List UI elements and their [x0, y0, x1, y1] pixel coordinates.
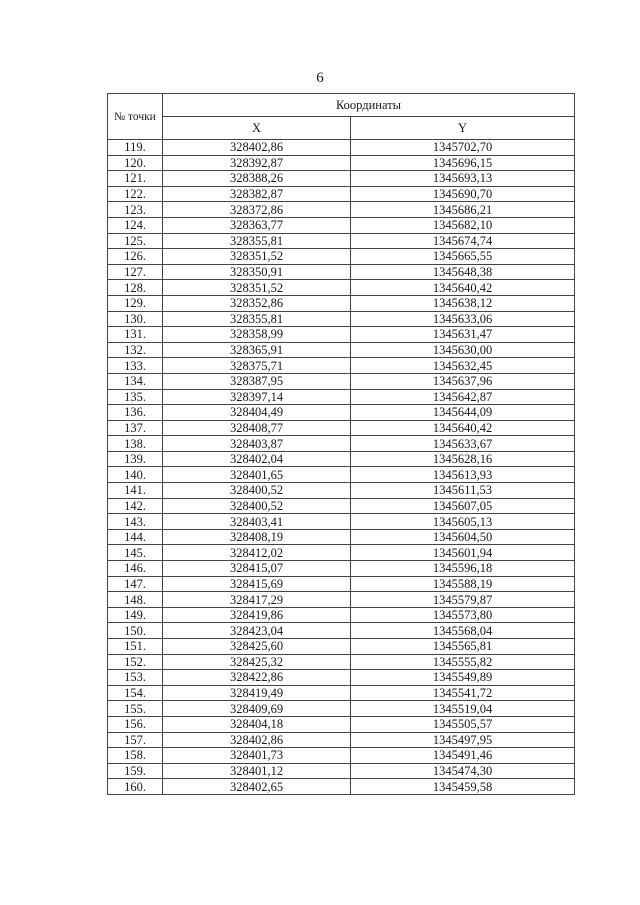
cell-x: 328401,65 — [163, 467, 351, 483]
cell-y: 1345640,42 — [351, 420, 575, 436]
cell-y: 1345573,80 — [351, 607, 575, 623]
cell-y: 1345497,95 — [351, 732, 575, 748]
cell-x: 328419,49 — [163, 685, 351, 701]
cell-point-number: 142. — [108, 498, 163, 514]
cell-y: 1345611,53 — [351, 483, 575, 499]
cell-x: 328423,04 — [163, 623, 351, 639]
cell-point-number: 160. — [108, 779, 163, 795]
cell-x: 328352,86 — [163, 295, 351, 311]
cell-y: 1345633,06 — [351, 311, 575, 327]
cell-point-number: 131. — [108, 327, 163, 343]
cell-point-number: 146. — [108, 561, 163, 577]
table-row — [108, 202, 575, 218]
cell-x: 328358,99 — [163, 327, 351, 343]
table-row — [108, 483, 575, 499]
cell-y: 1345631,47 — [351, 327, 575, 343]
cell-point-number: 136. — [108, 405, 163, 421]
table-row — [108, 358, 575, 374]
table-row — [108, 623, 575, 639]
cell-y: 1345690,70 — [351, 186, 575, 202]
table-row — [108, 140, 575, 156]
cell-x: 328401,12 — [163, 763, 351, 779]
cell-point-number: 122. — [108, 186, 163, 202]
cell-x: 328419,86 — [163, 607, 351, 623]
cell-point-number: 144. — [108, 529, 163, 545]
table-row — [108, 732, 575, 748]
table-row — [108, 233, 575, 249]
cell-point-number: 140. — [108, 467, 163, 483]
cell-y: 1345491,46 — [351, 748, 575, 764]
cell-y: 1345640,42 — [351, 280, 575, 296]
cell-point-number: 155. — [108, 701, 163, 717]
cell-point-number: 138. — [108, 436, 163, 452]
cell-y: 1345505,57 — [351, 716, 575, 732]
table-body — [108, 140, 575, 795]
cell-point-number: 157. — [108, 732, 163, 748]
cell-point-number: 143. — [108, 514, 163, 530]
cell-x: 328422,86 — [163, 670, 351, 686]
table-row — [108, 545, 575, 561]
cell-x: 328401,73 — [163, 748, 351, 764]
cell-y: 1345555,82 — [351, 654, 575, 670]
table-row — [108, 748, 575, 764]
cell-y: 1345459,58 — [351, 779, 575, 795]
cell-point-number: 156. — [108, 716, 163, 732]
cell-y: 1345588,19 — [351, 576, 575, 592]
cell-point-number: 121. — [108, 171, 163, 187]
coordinates-table — [107, 93, 575, 795]
table-row — [108, 155, 575, 171]
table-row — [108, 529, 575, 545]
table-row — [108, 186, 575, 202]
cell-x: 328387,95 — [163, 373, 351, 389]
cell-x: 328403,41 — [163, 514, 351, 530]
table-row — [108, 576, 575, 592]
cell-point-number: 148. — [108, 592, 163, 608]
table-row — [108, 171, 575, 187]
table-row — [108, 342, 575, 358]
table-row — [108, 779, 575, 795]
cell-x: 328351,52 — [163, 249, 351, 265]
cell-x: 328404,18 — [163, 716, 351, 732]
cell-y: 1345630,00 — [351, 342, 575, 358]
cell-x: 328403,87 — [163, 436, 351, 452]
cell-point-number: 128. — [108, 280, 163, 296]
cell-point-number: 154. — [108, 685, 163, 701]
cell-x: 328351,52 — [163, 280, 351, 296]
cell-x: 328400,52 — [163, 498, 351, 514]
table-row — [108, 639, 575, 655]
cell-y: 1345644,09 — [351, 405, 575, 421]
cell-point-number: 152. — [108, 654, 163, 670]
table-row — [108, 264, 575, 280]
cell-y: 1345702,70 — [351, 140, 575, 156]
cell-y: 1345607,05 — [351, 498, 575, 514]
table-row — [108, 498, 575, 514]
cell-x: 328375,71 — [163, 358, 351, 374]
cell-y: 1345579,87 — [351, 592, 575, 608]
table-row — [108, 327, 575, 343]
table-row — [108, 716, 575, 732]
cell-y: 1345637,96 — [351, 373, 575, 389]
cell-point-number: 151. — [108, 639, 163, 655]
cell-point-number: 126. — [108, 249, 163, 265]
cell-point-number: 130. — [108, 311, 163, 327]
cell-y: 1345549,89 — [351, 670, 575, 686]
cell-y: 1345605,13 — [351, 514, 575, 530]
cell-x: 328355,81 — [163, 233, 351, 249]
cell-y: 1345604,50 — [351, 529, 575, 545]
table-row — [108, 670, 575, 686]
cell-point-number: 132. — [108, 342, 163, 358]
cell-x: 328392,87 — [163, 155, 351, 171]
table-row — [108, 685, 575, 701]
cell-point-number: 139. — [108, 451, 163, 467]
table-row — [108, 249, 575, 265]
cell-point-number: 149. — [108, 607, 163, 623]
cell-point-number: 135. — [108, 389, 163, 405]
cell-y: 1345638,12 — [351, 295, 575, 311]
table-row — [108, 561, 575, 577]
cell-point-number: 158. — [108, 748, 163, 764]
header-coordinates: Координаты — [163, 94, 575, 117]
cell-y: 1345642,87 — [351, 389, 575, 405]
cell-y: 1345686,21 — [351, 202, 575, 218]
cell-point-number: 153. — [108, 670, 163, 686]
cell-y: 1345674,74 — [351, 233, 575, 249]
header-x: X — [163, 117, 351, 140]
cell-x: 328388,26 — [163, 171, 351, 187]
cell-x: 328382,87 — [163, 186, 351, 202]
cell-x: 328409,69 — [163, 701, 351, 717]
cell-y: 1345568,04 — [351, 623, 575, 639]
cell-y: 1345628,16 — [351, 451, 575, 467]
cell-point-number: 129. — [108, 295, 163, 311]
table-row — [108, 405, 575, 421]
cell-point-number: 123. — [108, 202, 163, 218]
cell-x: 328372,86 — [163, 202, 351, 218]
cell-x: 328415,07 — [163, 561, 351, 577]
table-row — [108, 389, 575, 405]
cell-x: 328412,02 — [163, 545, 351, 561]
cell-point-number: 119. — [108, 140, 163, 156]
cell-x: 328365,91 — [163, 342, 351, 358]
table-row — [108, 373, 575, 389]
cell-point-number: 125. — [108, 233, 163, 249]
cell-point-number: 127. — [108, 264, 163, 280]
table-row — [108, 295, 575, 311]
table-row — [108, 420, 575, 436]
cell-point-number: 150. — [108, 623, 163, 639]
cell-y: 1345682,10 — [351, 217, 575, 233]
cell-y: 1345696,15 — [351, 155, 575, 171]
cell-point-number: 133. — [108, 358, 163, 374]
cell-x: 328417,29 — [163, 592, 351, 608]
table-row — [108, 436, 575, 452]
cell-y: 1345519,04 — [351, 701, 575, 717]
table-row — [108, 654, 575, 670]
cell-x: 328404,49 — [163, 405, 351, 421]
cell-y: 1345601,94 — [351, 545, 575, 561]
cell-point-number: 159. — [108, 763, 163, 779]
table-row — [108, 592, 575, 608]
table-row — [108, 280, 575, 296]
cell-y: 1345632,45 — [351, 358, 575, 374]
cell-y: 1345541,72 — [351, 685, 575, 701]
cell-y: 1345596,18 — [351, 561, 575, 577]
cell-point-number: 137. — [108, 420, 163, 436]
cell-x: 328402,86 — [163, 140, 351, 156]
cell-point-number: 120. — [108, 155, 163, 171]
table-row — [108, 451, 575, 467]
cell-x: 328402,04 — [163, 451, 351, 467]
cell-y: 1345693,13 — [351, 171, 575, 187]
cell-x: 328415,69 — [163, 576, 351, 592]
header-y: Y — [351, 117, 575, 140]
cell-y: 1345613,93 — [351, 467, 575, 483]
table-row — [108, 701, 575, 717]
cell-x: 328408,77 — [163, 420, 351, 436]
header-point-number: № точки — [108, 94, 163, 140]
cell-y: 1345633,67 — [351, 436, 575, 452]
table-row — [108, 217, 575, 233]
table-row — [108, 514, 575, 530]
cell-y: 1345565,81 — [351, 639, 575, 655]
cell-point-number: 124. — [108, 217, 163, 233]
cell-point-number: 134. — [108, 373, 163, 389]
cell-x: 328400,52 — [163, 483, 351, 499]
cell-x: 328355,81 — [163, 311, 351, 327]
page-number: 6 — [316, 70, 324, 86]
table-row — [108, 607, 575, 623]
cell-x: 328363,77 — [163, 217, 351, 233]
cell-y: 1345474,30 — [351, 763, 575, 779]
cell-x: 328402,65 — [163, 779, 351, 795]
cell-x: 328408,19 — [163, 529, 351, 545]
table-row — [108, 763, 575, 779]
cell-x: 328425,60 — [163, 639, 351, 655]
cell-x: 328350,91 — [163, 264, 351, 280]
cell-y: 1345648,38 — [351, 264, 575, 280]
cell-point-number: 147. — [108, 576, 163, 592]
table-row — [108, 467, 575, 483]
cell-point-number: 141. — [108, 483, 163, 499]
cell-x: 328397,14 — [163, 389, 351, 405]
cell-y: 1345665,55 — [351, 249, 575, 265]
cell-point-number: 145. — [108, 545, 163, 561]
cell-x: 328425,32 — [163, 654, 351, 670]
cell-x: 328402,86 — [163, 732, 351, 748]
table-row — [108, 311, 575, 327]
